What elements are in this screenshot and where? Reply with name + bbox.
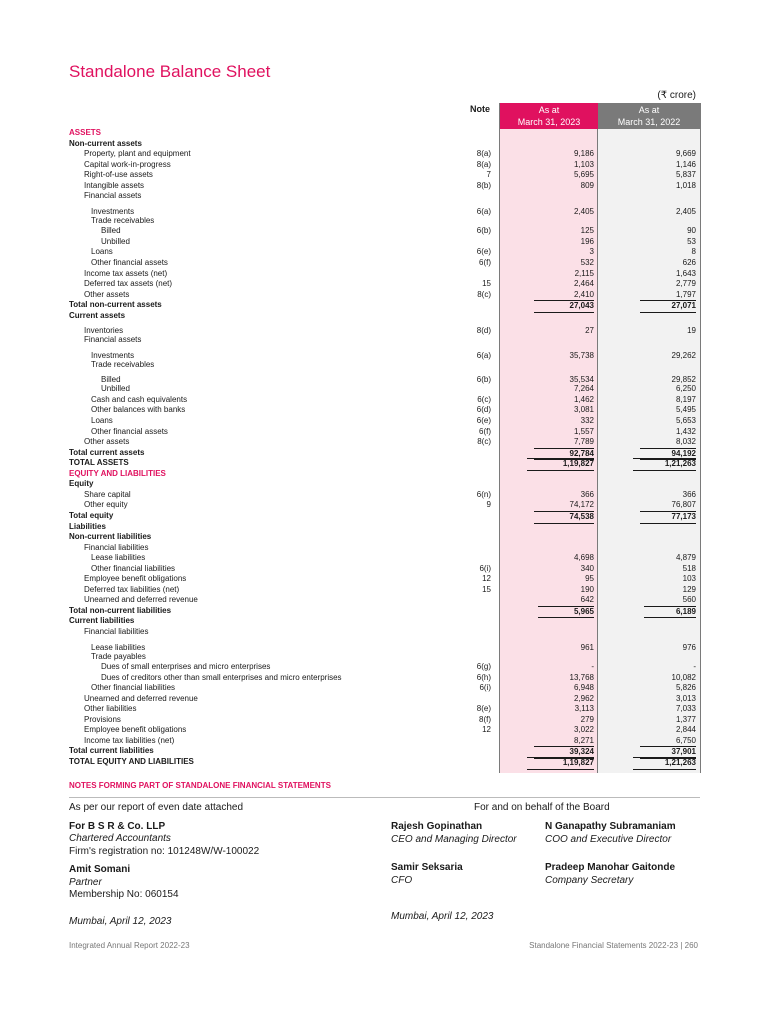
row-label: Other assets: [84, 437, 130, 447]
row-label: Lease liabilities: [91, 642, 146, 652]
row-value-current: 279: [580, 714, 594, 724]
row-label: Other financial liabilities: [91, 563, 176, 573]
note-column-header: Note: [470, 104, 490, 114]
table-row: [69, 395, 700, 406]
table-row: [69, 269, 700, 280]
row-label: Non-current assets: [69, 138, 142, 148]
table-row: [69, 479, 700, 490]
table-row: [69, 662, 700, 673]
row-label: Trade receivables: [91, 215, 155, 225]
table-row: [69, 237, 700, 248]
row-value-current: 35,738: [569, 350, 594, 360]
row-value-previous: 976: [682, 642, 696, 652]
row-value-current: 2,410: [573, 289, 594, 299]
row-label: Loans: [91, 416, 113, 426]
row-label: Current assets: [69, 310, 126, 320]
row-label: Other liabilities: [84, 704, 137, 714]
row-note: 8(c): [477, 437, 491, 447]
row-value-previous: 560: [682, 595, 696, 605]
row-label: Trade payables: [91, 651, 146, 661]
row-value-previous: 37,901: [602, 746, 696, 759]
table-row: [69, 149, 700, 160]
row-value-current: 5,695: [573, 170, 594, 180]
board-line: For and on behalf of the Board: [474, 802, 610, 813]
row-value-current: -: [591, 662, 594, 672]
row-label: Liabilities: [69, 521, 106, 531]
table-row: [69, 616, 700, 627]
table-row: [69, 258, 700, 269]
row-label: Other balances with banks: [91, 405, 186, 415]
row-note: 8(a): [476, 149, 491, 159]
table-row: [69, 405, 700, 416]
row-label: Loans: [91, 247, 113, 257]
row-value-previous: 29,852: [671, 375, 696, 385]
row-label: Share capital: [84, 489, 131, 499]
divider: [69, 797, 700, 798]
table-row: [69, 128, 700, 139]
row-label: Other financial liabilities: [91, 683, 176, 693]
row-value-current: 190: [580, 584, 594, 594]
table-total-row: [69, 448, 700, 459]
row-value-current: 125: [580, 226, 594, 236]
row-note: 12: [482, 574, 491, 584]
row-value-current: 74,538: [502, 511, 594, 524]
row-value-current: 2,962: [573, 693, 594, 703]
row-value-current: 6,948: [573, 683, 594, 693]
row-value-previous: 7,033: [675, 704, 696, 714]
row-value-previous: 1,21,263: [602, 458, 696, 471]
row-note: 8(f): [479, 714, 491, 724]
table-total-row: [69, 511, 700, 522]
row-value-previous: 6,189: [602, 606, 696, 619]
table-row: [69, 500, 700, 511]
table-row: [69, 638, 700, 652]
table-total-row: [69, 746, 700, 757]
table-row: [69, 139, 700, 150]
row-value-current: 3,022: [573, 725, 594, 735]
row-label: Unbilled: [101, 384, 130, 394]
table-row: [69, 585, 700, 596]
table-row: [69, 437, 700, 448]
table-row: [69, 736, 700, 747]
row-label: Deferred tax liabilities (net): [84, 584, 180, 594]
partner-name: Amit Somani: [69, 864, 131, 875]
place-date: Mumbai, April 12, 2023: [69, 915, 172, 927]
row-note: 6(e): [476, 416, 491, 426]
row-value-previous: 1,432: [675, 426, 696, 436]
table-row: [69, 427, 700, 438]
previous-year-header: As at March 31, 2022: [598, 103, 700, 129]
row-value-current: 9,186: [573, 149, 594, 159]
row-value-previous: 5,495: [675, 405, 696, 415]
row-value-previous: 1,018: [675, 180, 696, 190]
row-value-previous: 366: [682, 489, 696, 499]
row-value-previous: 1,146: [675, 159, 696, 169]
row-value-previous: 9,669: [675, 149, 696, 159]
row-label: Dues of creditors other than small enterprises and micro enterprises: [101, 672, 342, 682]
table-row: [69, 595, 700, 606]
row-value-current: 1,103: [573, 159, 594, 169]
footer-report-name: Integrated Annual Report 2022-23: [69, 941, 190, 950]
row-note: 6(i): [479, 563, 491, 573]
table-row: [69, 279, 700, 290]
row-value-current: 27,043: [502, 300, 594, 313]
row-note: 9: [486, 500, 491, 510]
row-label: Employee benefit obligations: [84, 725, 187, 735]
table-row: [69, 715, 700, 726]
row-label: Investments: [91, 350, 135, 360]
row-note: 6(b): [476, 226, 491, 236]
row-value-current: 39,324: [502, 746, 594, 759]
row-value-current: 196: [580, 236, 594, 246]
row-value-current: 961: [580, 642, 594, 652]
row-value-current: 27: [585, 326, 594, 336]
row-value-previous: 129: [682, 584, 696, 594]
row-label: Income tax liabilities (net): [84, 735, 175, 745]
signatory-ceo: Rajesh Gopinathan CEO and Managing Director: [391, 821, 517, 845]
table-row: [69, 384, 700, 395]
row-value-previous: 5,826: [675, 683, 696, 693]
table-row: [69, 627, 700, 638]
row-label: Cash and cash equivalents: [91, 394, 188, 404]
row-note: 6(i): [479, 683, 491, 693]
balance-sheet-table: [69, 128, 700, 768]
table-row: [69, 191, 700, 202]
row-value-previous: 2,844: [675, 725, 696, 735]
row-label: Non-current liabilities: [69, 532, 152, 542]
footer-page-info: Standalone Financial Statements 2022-23 | 260: [529, 941, 698, 950]
row-value-previous: 19: [687, 326, 696, 336]
row-value-current: 532: [580, 258, 594, 268]
report-line: As per our report of even date attached: [69, 802, 243, 813]
row-value-previous: 10,082: [671, 672, 696, 682]
table-row: [69, 170, 700, 181]
row-value-current: 8,271: [573, 735, 594, 745]
row-value-previous: 2,779: [675, 279, 696, 289]
table-row: [69, 226, 700, 237]
table-row: [69, 181, 700, 192]
table-row: [69, 360, 700, 371]
row-value-previous: 4,879: [675, 553, 696, 563]
row-note: 6(f): [479, 258, 491, 268]
row-value-current: 1,557: [573, 426, 594, 436]
row-label: Total non-current liabilities: [69, 605, 172, 615]
row-label: Lease liabilities: [91, 553, 146, 563]
row-value-current: 642: [580, 595, 594, 605]
row-label: Unbilled: [101, 236, 130, 246]
table-row: [69, 673, 700, 684]
table-row: [69, 335, 700, 346]
row-label: Right-of-use assets: [84, 170, 153, 180]
row-label: ASSETS: [69, 128, 102, 137]
table-row: [69, 202, 700, 216]
row-value-current: 3,113: [574, 704, 594, 714]
notes-heading: NOTES FORMING PART OF STANDALONE FINANCIAL STATEMENTS: [69, 781, 331, 790]
row-value-current: 366: [580, 489, 594, 499]
table-row: [69, 522, 700, 533]
row-label: EQUITY AND LIABILITIES: [69, 468, 166, 478]
table-row: [69, 543, 700, 554]
row-label: Unearned and deferred revenue: [84, 595, 198, 605]
row-value-previous: 103: [682, 574, 696, 584]
signatory-company-secretary: Pradeep Manohar Gaitonde Company Secretary: [545, 862, 676, 886]
row-label: Total current assets: [69, 447, 145, 457]
row-label: Current liabilities: [69, 616, 135, 626]
row-value-current: 1,19,827: [502, 458, 594, 471]
table-row: [69, 321, 700, 335]
row-label: Other assets: [84, 289, 130, 299]
firm-role: Chartered Accountants: [69, 833, 171, 844]
row-label: Billed: [101, 226, 121, 236]
row-label: Total current liabilities: [69, 746, 154, 756]
row-label: Income tax assets (net): [84, 268, 168, 278]
table-row: [69, 216, 700, 227]
row-value-previous: 1,21,263: [602, 757, 696, 770]
table-row: [69, 346, 700, 360]
table-row: [69, 564, 700, 575]
row-value-previous: 1,377: [675, 714, 696, 724]
currency-unit: (₹ crore): [657, 90, 696, 101]
row-value-previous: -: [693, 662, 696, 672]
row-value-previous: 1,797: [675, 289, 696, 299]
partner-role: Partner: [69, 876, 102, 888]
row-label: Billed: [101, 375, 121, 385]
row-note: 15: [482, 279, 491, 289]
row-note: 6(f): [479, 426, 491, 436]
row-value-current: 340: [580, 563, 594, 573]
row-value-previous: 27,071: [602, 300, 696, 313]
row-label: Financial assets: [84, 335, 142, 345]
row-label: Total non-current assets: [69, 300, 162, 310]
row-value-previous: 6,750: [675, 735, 696, 745]
row-value-current: 5,965: [502, 606, 594, 619]
row-label: Dues of small enterprises and micro enterprises: [101, 662, 271, 672]
row-label: Total equity: [69, 510, 114, 520]
row-label: Property, plant and equipment: [84, 149, 191, 159]
row-value-current: 1,19,827: [502, 757, 594, 770]
table-total-row: [69, 757, 700, 768]
place-date: Mumbai, April 12, 2023: [391, 911, 494, 922]
row-note: 6(e): [476, 247, 491, 257]
table-row: [69, 694, 700, 705]
row-value-current: 95: [585, 574, 594, 584]
row-value-previous: 5,653: [675, 416, 696, 426]
auditor-signature-block: [69, 802, 259, 928]
table-row: [69, 370, 700, 384]
table-row: [69, 490, 700, 501]
row-value-previous: 1,643: [675, 268, 696, 278]
row-label: TOTAL EQUITY AND LIABILITIES: [69, 756, 194, 766]
row-note: 6(g): [476, 662, 491, 672]
row-value-previous: 8,197: [675, 394, 696, 404]
row-value-previous: 626: [682, 258, 696, 268]
row-note: 6(h): [476, 672, 491, 682]
row-note: 6(a): [476, 206, 491, 216]
row-note: 7: [486, 170, 491, 180]
table-row: [69, 311, 700, 322]
table-row: [69, 416, 700, 427]
row-value-current: 809: [580, 180, 594, 190]
row-label: Inventories: [84, 326, 124, 336]
row-value-current: 3: [589, 247, 594, 257]
row-label: TOTAL ASSETS: [69, 458, 129, 468]
row-label: Deferred tax assets (net): [84, 279, 173, 289]
row-note: 6(c): [477, 394, 491, 404]
row-value-current: 2,115: [574, 268, 594, 278]
row-value-current: 4,698: [573, 553, 594, 563]
membership-number: Membership No: 060154: [69, 889, 179, 900]
table-total-row: [69, 606, 700, 617]
row-note: 8(c): [477, 289, 491, 299]
row-label: Equity: [69, 479, 94, 489]
current-year-header: As at March 31, 2023: [500, 103, 598, 129]
row-value-current: 332: [580, 416, 594, 426]
row-value-current: 1,462: [573, 394, 594, 404]
row-value-current: 2,464: [573, 279, 594, 289]
row-value-current: 3,081: [573, 405, 594, 415]
table-row: [69, 469, 700, 480]
row-label: Other financial assets: [91, 258, 168, 268]
row-value-current: 74,172: [569, 500, 594, 510]
row-value-current: 13,768: [569, 672, 594, 682]
row-value-previous: 77,173: [602, 511, 696, 524]
row-value-current: 35,534: [569, 375, 594, 385]
row-value-previous: 8,032: [675, 437, 696, 447]
row-note: 6(b): [476, 375, 491, 385]
row-label: Investments: [91, 206, 135, 216]
row-label: Unearned and deferred revenue: [84, 693, 198, 703]
row-label: Intangible assets: [84, 180, 145, 190]
row-note: 6(a): [476, 350, 491, 360]
table-row: [69, 290, 700, 301]
table-row: [69, 725, 700, 736]
column-divider: [700, 103, 701, 773]
signatory-cfo: Samir Seksaria CFO: [391, 862, 463, 886]
table-row: [69, 532, 700, 543]
row-label: Financial liabilities: [84, 542, 149, 552]
table-row: [69, 683, 700, 694]
table-row: [69, 574, 700, 585]
row-value-previous: 76,807: [671, 500, 696, 510]
row-value-previous: 3,013: [675, 693, 696, 703]
table-row: [69, 160, 700, 171]
row-note: 6(n): [476, 489, 491, 499]
row-value-previous: 94,192: [602, 448, 696, 461]
row-value-previous: 29,262: [671, 350, 696, 360]
row-note: 12: [482, 725, 491, 735]
row-value-current: 7,789: [573, 437, 594, 447]
row-note: 8(b): [476, 180, 491, 190]
row-label: Trade receivables: [91, 359, 155, 369]
row-label: Financial assets: [84, 191, 142, 201]
row-value-previous: 53: [687, 236, 696, 246]
row-value-previous: 6,250: [675, 384, 696, 394]
row-note: 15: [482, 584, 491, 594]
row-note: 8(d): [476, 326, 491, 336]
signatory-coo: N Ganapathy Subramaniam COO and Executive Director: [545, 821, 676, 845]
firm-registration: Firm's registration no: 101248W/W-100022: [69, 845, 260, 857]
table-row: [69, 704, 700, 715]
row-label: Financial liabilities: [84, 626, 149, 636]
firm-name: For B S R & Co. LLP: [69, 820, 166, 832]
row-value-previous: 8: [691, 247, 696, 257]
row-note: 8(a): [476, 159, 491, 169]
row-label: Employee benefit obligations: [84, 574, 187, 584]
row-label: Other financial assets: [91, 426, 168, 436]
row-value-current: 7,264: [573, 384, 594, 394]
table-row: [69, 652, 700, 663]
row-value-previous: 2,405: [675, 206, 696, 216]
row-label: Capital work-in-progress: [84, 159, 171, 169]
row-note: 6(d): [476, 405, 491, 415]
row-label: Other equity: [84, 500, 128, 510]
row-note: 8(e): [476, 704, 491, 714]
table-row: [69, 553, 700, 564]
row-value-previous: 90: [687, 226, 696, 236]
row-value-current: 2,405: [573, 206, 594, 216]
row-label: Provisions: [84, 714, 121, 724]
page-title: Standalone Balance Sheet: [69, 62, 271, 81]
table-total-row: [69, 458, 700, 469]
row-value-current: 92,784: [502, 448, 594, 461]
row-value-previous: 5,837: [675, 170, 696, 180]
table-total-row: [69, 300, 700, 311]
row-value-previous: 518: [682, 563, 696, 573]
table-row: [69, 247, 700, 258]
